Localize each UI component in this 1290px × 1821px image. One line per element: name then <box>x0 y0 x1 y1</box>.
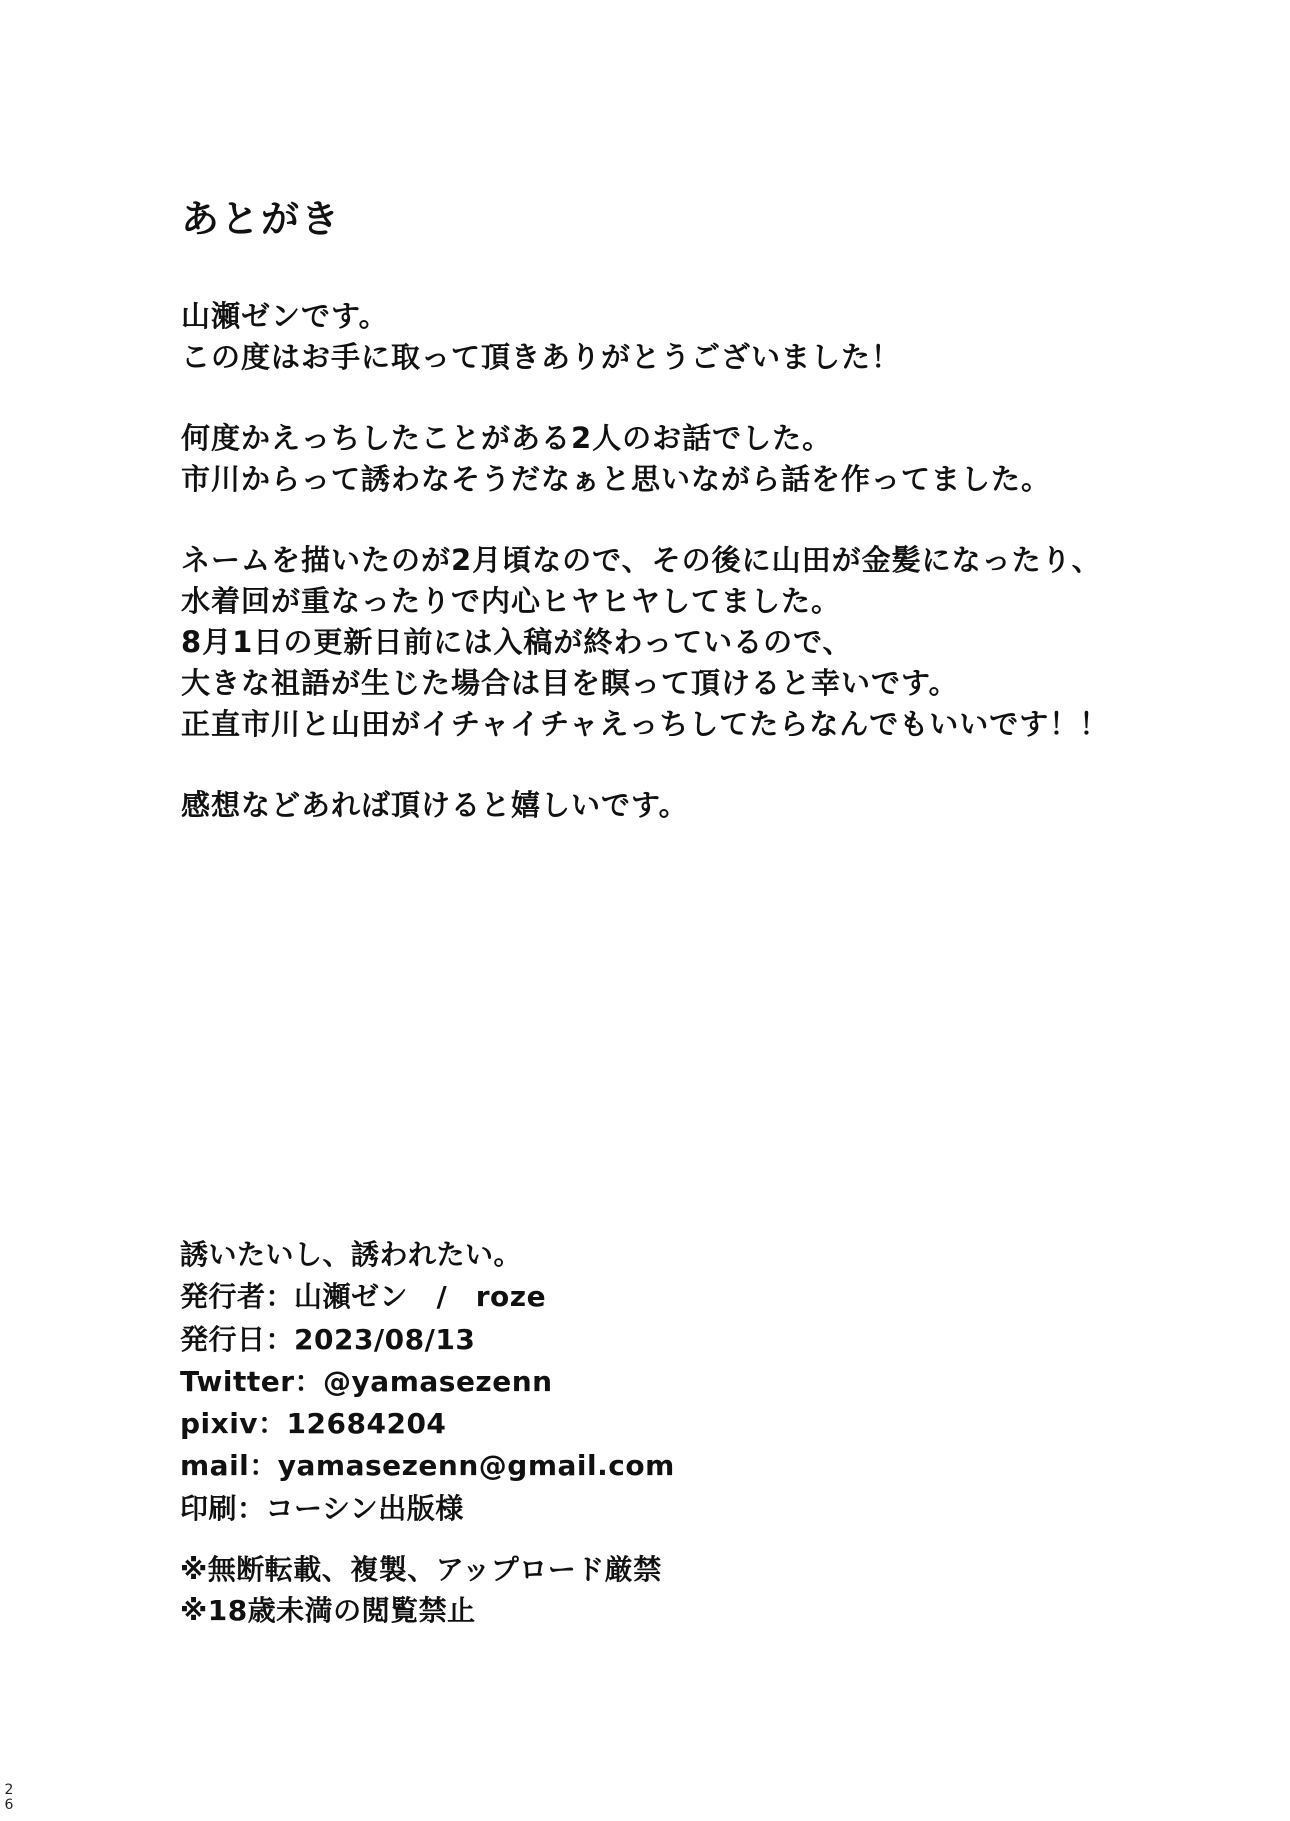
text-line: 感想などあれば頂けると嬉しいです。 <box>181 788 689 822</box>
pixiv-line: pixiv：12684204 <box>180 1407 447 1441</box>
mail-line: mail：yamasezenn@gmail.com <box>180 1449 675 1483</box>
text-line: 市川からって誘わなそうだなぁと思いながら話を作ってました。 <box>181 462 1052 496</box>
book-title: 誘いたいし、誘われたい。 <box>180 1238 523 1271</box>
text-line: 山瀬ゼンです。 <box>181 299 389 333</box>
colophon <box>180 1234 1000 1530</box>
paragraph-greeting <box>181 296 1241 378</box>
afterword-body <box>181 296 1241 866</box>
text-line: 水着回が重なったりで内心ヒヤヒヤしてました。 <box>181 584 842 618</box>
text-line: この度はお手に取って頂きありがとうございました！ <box>181 340 902 374</box>
text-line: ネームを描いたのが2月頃なので、その後に山田が金髪になったり、 <box>181 543 1102 577</box>
notice-no-reprint: ※無断転載、複製、アップロード厳禁 <box>180 1553 662 1586</box>
paragraph-story <box>181 418 1241 500</box>
text-line: 大きな祖語が生じた場合は目を瞑って頂けると幸いです。 <box>181 666 959 700</box>
text-line: 正直市川と山田がイチャイチャえっちしてたらなんでもいいです！！ <box>181 707 1110 741</box>
twitter-line: Twitter：@yamasezenn <box>180 1364 553 1398</box>
notice-age-restriction: ※18歳未満の閲覧禁止 <box>180 1594 476 1627</box>
publish-date-line: 発行日：2023/08/13 <box>180 1322 476 1356</box>
paragraph-closing <box>181 785 1241 826</box>
printer-line: 印刷：コーシン出版様 <box>180 1491 464 1525</box>
page-number: 26 <box>4 1782 14 1813</box>
legal-notices <box>180 1549 1000 1631</box>
publisher-line: 発行者：山瀬ゼン / roze <box>180 1280 547 1314</box>
page-title: あとがき <box>181 197 342 241</box>
text-line: 8月1日の更新日前には入稿が終わっているので、 <box>181 625 853 659</box>
paragraph-production-notes <box>181 540 1241 745</box>
text-line: 何度かえっちしたことがある2人のお話でした。 <box>181 421 833 455</box>
